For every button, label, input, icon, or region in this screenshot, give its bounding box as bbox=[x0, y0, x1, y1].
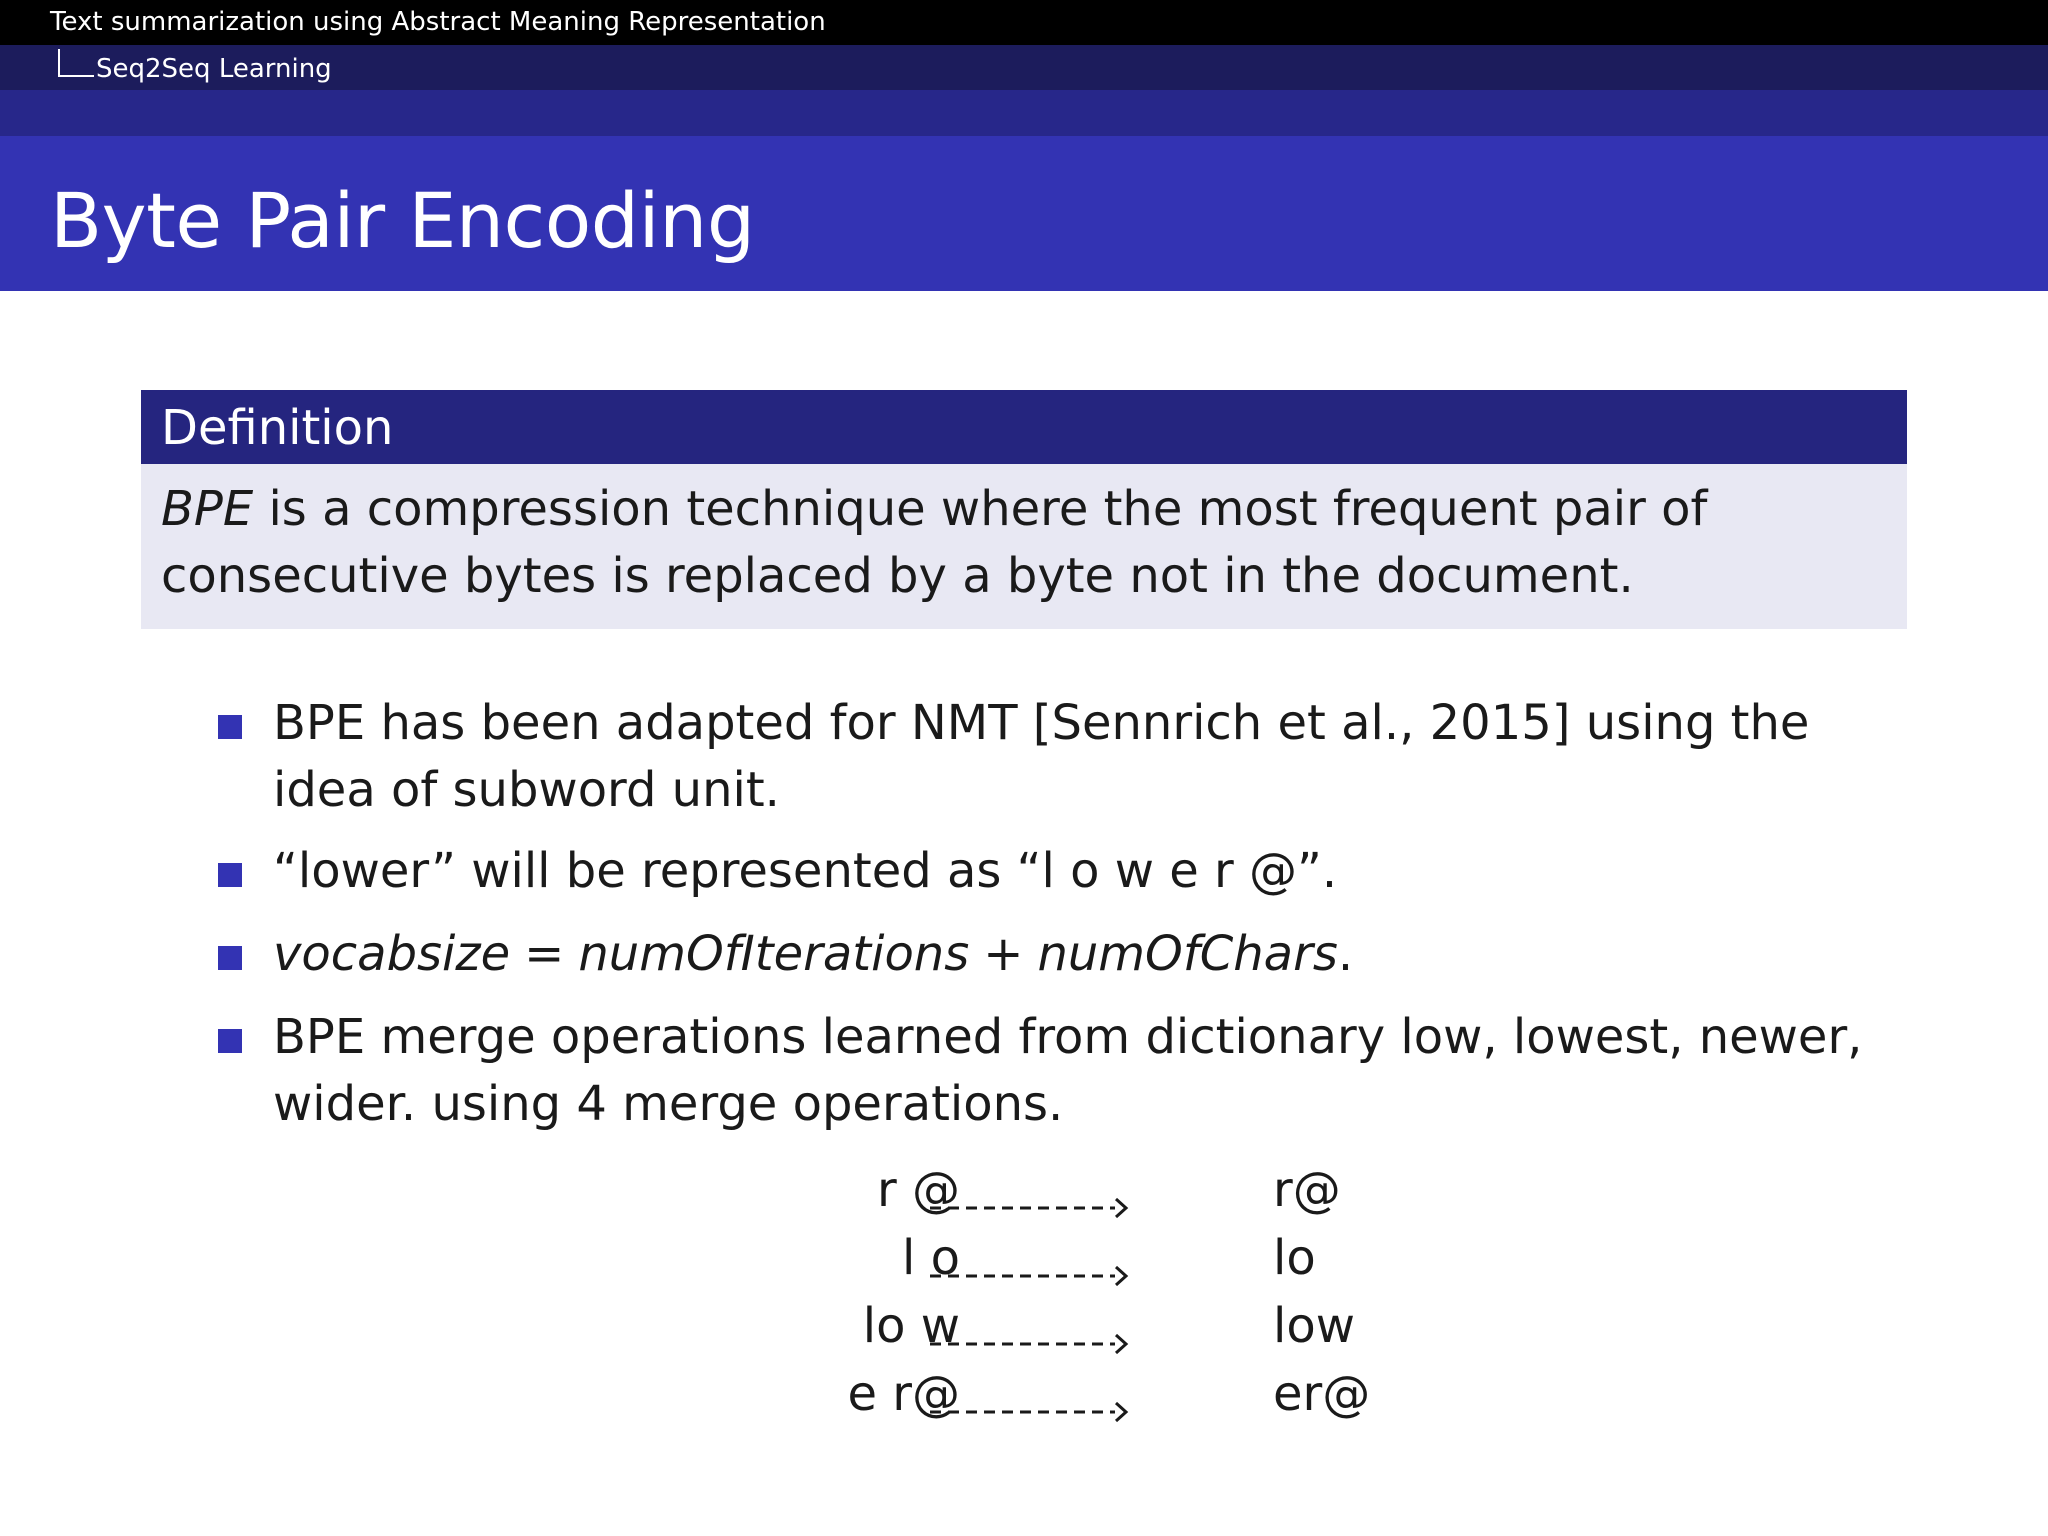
formula-plus: + bbox=[983, 926, 1024, 982]
merge-source: lo w bbox=[862, 1298, 960, 1354]
merge-operations-diagram bbox=[780, 1162, 1380, 1434]
bullet-square-icon bbox=[218, 1029, 242, 1053]
formula-lhs: vocabsize bbox=[273, 926, 511, 982]
definition-block bbox=[141, 390, 1907, 629]
merge-result: low bbox=[1273, 1298, 1355, 1354]
merge-result: lo bbox=[1273, 1230, 1316, 1286]
subsection-title[interactable]: Seq2Seq Learning bbox=[96, 54, 332, 84]
bullet-text: BPE has been adapted for NMT [Sennrich et al., 2015] using the idea of subword unit. bbox=[273, 695, 1810, 818]
definition-term: BPE bbox=[161, 481, 254, 537]
section-title[interactable]: Text summarization using Abstract Meaning Representation bbox=[50, 7, 826, 37]
slide-title: Byte Pair Encoding bbox=[50, 176, 755, 265]
merge-source: r @ bbox=[877, 1162, 960, 1218]
header-band bbox=[0, 90, 2048, 136]
bullet-text: BPE merge operations learned from dictionary low, lowest, newer, wider. using 4 merge operations. bbox=[273, 1009, 1863, 1132]
merge-row bbox=[780, 1230, 1380, 1298]
formula-term-chars: numOfChars bbox=[1037, 926, 1338, 982]
bullet-square-icon bbox=[218, 715, 242, 739]
merge-source: l o bbox=[902, 1230, 960, 1286]
dashed-arrow-icon bbox=[930, 1264, 1130, 1288]
merge-result: r@ bbox=[1273, 1162, 1341, 1218]
list-item bbox=[218, 921, 1918, 988]
list-item bbox=[218, 690, 1918, 824]
dashed-arrow-icon bbox=[930, 1400, 1130, 1424]
merge-result: er@ bbox=[1273, 1366, 1371, 1422]
list-item bbox=[218, 1004, 1918, 1138]
formula-period: . bbox=[1337, 926, 1354, 982]
merge-source: e r@ bbox=[847, 1366, 960, 1422]
merge-row bbox=[780, 1162, 1380, 1230]
merge-row bbox=[780, 1298, 1380, 1366]
tree-branch-icon bbox=[58, 49, 94, 77]
dashed-arrow-icon bbox=[930, 1196, 1130, 1220]
bullet-square-icon bbox=[218, 863, 242, 887]
formula-equals: = bbox=[524, 926, 565, 982]
definition-text: is a compression technique where the most frequent pair of consecutive bytes is replaced by a byte not in the document. bbox=[161, 481, 1708, 604]
bullet-list bbox=[218, 690, 1918, 1138]
dashed-arrow-icon bbox=[930, 1332, 1130, 1356]
vocab-formula bbox=[273, 926, 1338, 982]
definition-heading: Definition bbox=[141, 390, 1907, 464]
subsection-navigation-bar bbox=[0, 45, 2048, 90]
merge-row bbox=[780, 1366, 1380, 1434]
frame-title-bar bbox=[0, 136, 2048, 291]
list-item bbox=[218, 838, 1918, 905]
formula-term-iterations: numOfIterations bbox=[578, 926, 970, 982]
bullet-text: “lower” will be represented as “l o w e r @”. bbox=[273, 843, 1338, 899]
definition-body bbox=[141, 464, 1907, 629]
section-navigation-bar bbox=[0, 0, 2048, 45]
bullet-square-icon bbox=[218, 946, 242, 970]
